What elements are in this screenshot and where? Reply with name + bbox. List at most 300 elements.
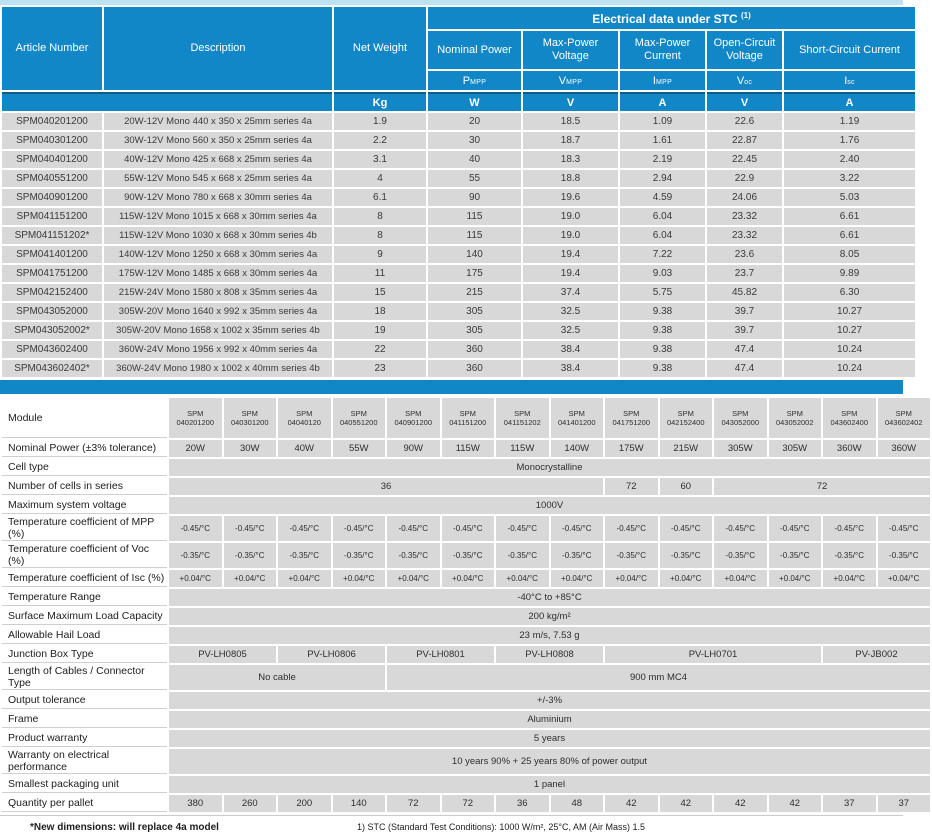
pmpp-cell: 40 [428,151,521,168]
description-cell: 90W-12V Mono 780 x 668 x 30mm series 4a [104,189,332,206]
spec-value-cell: 380 [169,795,222,812]
impp-cell: 9.38 [620,341,705,358]
article-number-cell: SPM040201200 [2,113,102,130]
spec-row [2,497,930,514]
spec-value-cell: -0.45/°C [823,516,876,541]
pmpp-cell: 305 [428,322,521,339]
spec-value-cell: 55W [333,440,386,457]
spec-value-cell: -0.35/°C [333,543,386,568]
specification-table [0,396,932,814]
spec-value-cell: -0.45/°C [333,516,386,541]
vmpp-cell: 18.7 [523,132,618,149]
spec-value-cell: 305W [769,440,822,457]
stc-banner-text: Electrical data under STC [592,11,738,26]
net-weight-cell: 9 [334,246,426,263]
spec-row [2,749,930,774]
table-row [2,151,915,168]
spec-row [2,478,930,495]
spec-value-cell: 10 years 90% + 25 years 80% of power output [169,749,930,774]
spec-value-cell: -0.35/°C [714,543,767,568]
symbol-isc: Isc [784,71,915,90]
impp-cell: 6.04 [620,227,705,244]
isc-cell: 1.76 [784,132,915,149]
module-header-row [2,398,930,438]
voc-cell: 22.6 [707,113,782,130]
module-code-cell: SPM 040551200 [333,398,386,438]
impp-cell: 7.22 [620,246,705,263]
isc-cell: 8.05 [784,246,915,263]
net-weight-cell: 19 [334,322,426,339]
spec-value-cell: 20W [169,440,222,457]
spec-value-cell: +/-3% [169,692,930,709]
module-code-cell: SPM 04040120 [278,398,331,438]
spec-value-cell: 900 mm MC4 [387,665,930,690]
article-number-cell: SPM042152400 [2,284,102,301]
spec-value-cell: 260 [224,795,277,812]
spec-row [2,776,930,793]
spec-row [2,711,930,728]
module-code-cell: SPM 040901200 [387,398,440,438]
article-number-cell: SPM043052000 [2,303,102,320]
net-weight-cell: 4 [334,170,426,187]
spec-value-cell: No cable [169,665,385,690]
spec-value-cell: -0.35/°C [278,543,331,568]
pmpp-cell: 140 [428,246,521,263]
net-weight-cell: 2.2 [334,132,426,149]
spec-value-cell: 42 [605,795,658,812]
spec-value-cell: -0.45/°C [878,516,931,541]
voc-cell: 47.4 [707,341,782,358]
table-row [2,227,915,244]
pmpp-cell: 90 [428,189,521,206]
impp-cell: 6.04 [620,208,705,225]
net-weight-cell: 23 [334,360,426,377]
spec-row [2,543,930,568]
description-cell: 360W-24V Mono 1956 x 992 x 40mm series 4a [104,341,332,358]
description-cell: 20W-12V Mono 440 x 350 x 25mm series 4a [104,113,332,130]
spec-value-cell: 72 [442,795,495,812]
isc-cell: 3.22 [784,170,915,187]
impp-cell: 5.75 [620,284,705,301]
column-header-open-circuit-voltage: Open-Circuit Voltage [707,31,782,69]
vmpp-cell: 38.4 [523,360,618,377]
voc-cell: 23.6 [707,246,782,263]
vmpp-cell: 32.5 [523,322,618,339]
unit-a-mpp: A [620,92,705,111]
spec-value-cell: 200 kg/m² [169,608,930,625]
pmpp-cell: 305 [428,303,521,320]
units-spacer-cell [2,92,332,111]
net-weight-cell: 3.1 [334,151,426,168]
module-code-cell: SPM 043052000 [714,398,767,438]
article-number-cell: SPM040551200 [2,170,102,187]
spec-row-label: Temperature coefficient of Voc (%) [2,543,167,568]
spec-value-cell: +0.04/°C [714,570,767,587]
electrical-data-table [0,5,917,379]
isc-cell: 1.19 [784,113,915,130]
table-row [2,208,915,225]
column-header-max-power-voltage: Max-Power Voltage [523,31,618,69]
spec-value-cell: -0.35/°C [442,543,495,568]
spec-row-label: Quantity per pallet [2,795,167,812]
symbol-impp: IMPP [620,71,705,90]
voc-cell: 23.32 [707,208,782,225]
spec-value-cell: 72 [387,795,440,812]
net-weight-cell: 22 [334,341,426,358]
spec-value-cell: 1000V [169,497,930,514]
electrical-units-row [2,92,915,111]
article-number-cell: SPM043052002* [2,322,102,339]
description-cell: 215W-24V Mono 1580 x 808 x 35mm series 4a [104,284,332,301]
spec-value-cell: -0.45/°C [714,516,767,541]
spec-row [2,516,930,541]
spec-value-cell: +0.04/°C [878,570,931,587]
spec-value-cell: 37 [823,795,876,812]
spec-value-cell: PV-JB002 [823,646,930,663]
article-number-cell: SPM043602402* [2,360,102,377]
pmpp-cell: 360 [428,360,521,377]
spec-value-cell: 140 [333,795,386,812]
impp-cell: 1.61 [620,132,705,149]
spec-value-cell: 5 years [169,730,930,747]
unit-a-sc: A [784,92,915,111]
unit-w: W [428,92,521,111]
pmpp-cell: 55 [428,170,521,187]
spec-value-cell: 360W [878,440,931,457]
vmpp-cell: 18.3 [523,151,618,168]
net-weight-cell: 6.1 [334,189,426,206]
spec-row-label: Temperature coefficient of MPP (%) [2,516,167,541]
spec-row [2,730,930,747]
spec-row [2,459,930,476]
spec-value-cell: -0.35/°C [878,543,931,568]
module-code-cell: SPM 041751200 [605,398,658,438]
table-row [2,284,915,301]
spec-value-cell: -0.35/°C [823,543,876,568]
article-number-cell: SPM040301200 [2,132,102,149]
article-number-cell: SPM041401200 [2,246,102,263]
table-row [2,246,915,263]
spec-value-cell: 72 [605,478,658,495]
spec-row-label: Number of cells in series [2,478,167,495]
spec-value-cell: 215W [660,440,713,457]
spec-row-label: Temperature coefficient of Isc (%) [2,570,167,587]
spec-value-cell: -0.45/°C [224,516,277,541]
spec-value-cell: 42 [714,795,767,812]
spec-value-cell: +0.04/°C [823,570,876,587]
voc-cell: 39.7 [707,322,782,339]
spec-row-label: Frame [2,711,167,728]
vmpp-cell: 18.8 [523,170,618,187]
voc-cell: 47.4 [707,360,782,377]
spec-row [2,795,930,812]
impp-cell: 9.38 [620,360,705,377]
table-row [2,189,915,206]
spec-value-cell: 48 [551,795,604,812]
vmpp-cell: 37.4 [523,284,618,301]
spec-value-cell: 23 m/s, 7.53 g [169,627,930,644]
stc-footnote-marker: (1) [741,10,751,20]
spec-row [2,608,930,625]
spec-row [2,665,930,690]
spec-value-cell: PV-LH0806 [278,646,385,663]
vmpp-cell: 32.5 [523,303,618,320]
spec-value-cell: +0.04/°C [605,570,658,587]
spec-value-cell: +0.04/°C [660,570,713,587]
spec-row-label: Junction Box Type [2,646,167,663]
spec-value-cell: -0.35/°C [169,543,222,568]
article-number-cell: SPM041151200 [2,208,102,225]
impp-cell: 4.59 [620,189,705,206]
description-cell: 305W-20V Mono 1658 x 1002 x 35mm series 4b [104,322,332,339]
specification-rows [2,398,930,812]
spec-value-cell: PV-LH0801 [387,646,494,663]
spec-row-label: Length of Cables / Connector Type [2,665,167,690]
voc-cell: 45.82 [707,284,782,301]
table-row [2,265,915,282]
spec-row-label: Warranty on electrical performance [2,749,167,774]
module-code-cell: SPM 041401200 [551,398,604,438]
net-weight-cell: 18 [334,303,426,320]
description-cell: 30W-12V Mono 560 x 350 x 25mm series 4a [104,132,332,149]
vmpp-cell: 38.4 [523,341,618,358]
spec-value-cell: -0.35/°C [769,543,822,568]
table-row [2,170,915,187]
isc-cell: 10.24 [784,360,915,377]
spec-value-cell: +0.04/°C [333,570,386,587]
spec-value-cell: -0.45/°C [496,516,549,541]
spec-row [2,440,930,457]
spec-row-label: Allowable Hail Load [2,627,167,644]
spec-value-cell: +0.04/°C [278,570,331,587]
spec-row-label: Temperature Range [2,589,167,606]
voc-cell: 24.06 [707,189,782,206]
column-header-max-power-current: Max-Power Current [620,31,705,69]
module-code-cell: SPM 043602402 [878,398,931,438]
spec-value-cell: -0.35/°C [224,543,277,568]
electrical-table-header [2,7,915,111]
module-code-cell: SPM 041151202 [496,398,549,438]
spec-value-cell: -0.45/°C [169,516,222,541]
spec-value-cell: 175W [605,440,658,457]
description-cell: 55W-12V Mono 545 x 668 x 25mm series 4a [104,170,332,187]
voc-cell: 23.32 [707,227,782,244]
pmpp-cell: 175 [428,265,521,282]
isc-cell: 6.61 [784,208,915,225]
net-weight-cell: 15 [334,284,426,301]
article-number-cell: SPM041151202* [2,227,102,244]
symbol-vmpp: VMPP [523,71,618,90]
impp-cell: 2.19 [620,151,705,168]
table-row [2,360,915,377]
spec-value-cell: -0.45/°C [278,516,331,541]
spec-value-cell: 42 [769,795,822,812]
voc-cell: 22.45 [707,151,782,168]
spec-row-label: Output tolerance [2,692,167,709]
article-number-cell: SPM040401200 [2,151,102,168]
new-dimensions-note: *New dimensions: will replace 4a model [30,821,219,833]
voc-cell: 22.87 [707,132,782,149]
spec-value-cell: -0.45/°C [442,516,495,541]
isc-cell: 2.40 [784,151,915,168]
spec-row-label: Cell type [2,459,167,476]
description-cell: 140W-12V Mono 1250 x 668 x 30mm series 4a [104,246,332,263]
net-weight-cell: 8 [334,227,426,244]
spec-value-cell: 360W [823,440,876,457]
description-cell: 360W-24V Mono 1980 x 1002 x 40mm series 4b [104,360,332,377]
isc-cell: 5.03 [784,189,915,206]
spec-value-cell: -0.45/°C [769,516,822,541]
impp-cell: 9.38 [620,303,705,320]
symbol-pmpp: PMPP [428,71,521,90]
spec-value-cell: +0.04/°C [442,570,495,587]
spec-value-cell: -0.45/°C [660,516,713,541]
spec-value-cell: Monocrystalline [169,459,930,476]
column-header-net-weight: Net Weight [334,7,426,90]
vmpp-cell: 19.0 [523,227,618,244]
isc-cell: 9.89 [784,265,915,282]
spec-value-cell: 72 [714,478,930,495]
spec-value-cell: -0.45/°C [551,516,604,541]
spec-value-cell: PV-LH0808 [496,646,603,663]
vmpp-cell: 19.4 [523,265,618,282]
pmpp-cell: 115 [428,227,521,244]
spec-value-cell: +0.04/°C [496,570,549,587]
pmpp-cell: 115 [428,208,521,225]
spec-value-cell: -0.35/°C [605,543,658,568]
spec-value-cell: 305W [714,440,767,457]
vmpp-cell: 19.4 [523,246,618,263]
spec-row [2,692,930,709]
spec-value-cell: 140W [551,440,604,457]
pmpp-cell: 20 [428,113,521,130]
module-code-cell: SPM 040201200 [169,398,222,438]
spec-row-label: Nominal Power (±3% tolerance) [2,440,167,457]
spec-value-cell: 37 [878,795,931,812]
impp-cell: 1.09 [620,113,705,130]
voc-cell: 39.7 [707,303,782,320]
spec-value-cell: 42 [660,795,713,812]
isc-cell: 10.24 [784,341,915,358]
isc-cell: 6.61 [784,227,915,244]
column-header-description: Description [104,7,332,90]
spec-value-cell: +0.04/°C [387,570,440,587]
spec-value-cell: 40W [278,440,331,457]
unit-kg: Kg [334,92,426,111]
table-row [2,113,915,130]
spec-value-cell: -0.35/°C [660,543,713,568]
spec-value-cell: -0.45/°C [605,516,658,541]
spec-value-cell: +0.04/°C [551,570,604,587]
spec-row-label: Smallest packaging unit [2,776,167,793]
spec-value-cell: 36 [496,795,549,812]
module-code-cell: SPM 043602400 [823,398,876,438]
symbol-voc: Voc [707,71,782,90]
footnotes [0,815,903,838]
spec-row-label: Product warranty [2,730,167,747]
spec-value-cell: -0.45/°C [387,516,440,541]
unit-v-mpp: V [523,92,618,111]
impp-cell: 9.38 [620,322,705,339]
spec-value-cell: -0.35/°C [387,543,440,568]
spec-row-label: Surface Maximum Load Capacity [2,608,167,625]
module-code-cell: SPM 043052002 [769,398,822,438]
description-cell: 40W-12V Mono 425 x 668 x 25mm series 4a [104,151,332,168]
column-header-article-number: Article Number [2,7,102,90]
net-weight-cell: 1.9 [334,113,426,130]
pmpp-cell: 360 [428,341,521,358]
electrical-rows [2,113,915,377]
spec-value-cell: +0.04/°C [169,570,222,587]
isc-cell: 10.27 [784,303,915,320]
spec-value-cell: 115W [442,440,495,457]
column-header-short-circuit-current: Short-Circuit Current [784,31,915,69]
impp-cell: 9.03 [620,265,705,282]
isc-cell: 6.30 [784,284,915,301]
unit-v-oc: V [707,92,782,111]
module-code-cell: SPM 040301200 [224,398,277,438]
spec-value-cell: 1 panel [169,776,930,793]
spec-value-cell: -0.35/°C [551,543,604,568]
spec-value-cell: PV-LH0701 [605,646,821,663]
spec-value-cell: 200 [278,795,331,812]
article-number-cell: SPM040901200 [2,189,102,206]
spec-value-cell: 115W [496,440,549,457]
article-number-cell: SPM041751200 [2,265,102,282]
spec-row [2,627,930,644]
pmpp-cell: 30 [428,132,521,149]
net-weight-cell: 8 [334,208,426,225]
spec-value-cell: -40°C to +85°C [169,589,930,606]
description-cell: 305W-20V Mono 1640 x 992 x 35mm series 4a [104,303,332,320]
spec-row [2,589,930,606]
column-header-nominal-power: Nominal Power [428,31,521,69]
spec-value-cell: 90W [387,440,440,457]
stc-definition-note: 1) STC (Standard Test Conditions): 1000 W/m², 25°C, AM (Air Mass) 1.5 [356,822,645,832]
vmpp-cell: 18.5 [523,113,618,130]
table-row [2,322,915,339]
isc-cell: 10.27 [784,322,915,339]
voc-cell: 23.7 [707,265,782,282]
article-number-cell: SPM043602400 [2,341,102,358]
description-cell: 115W-12V Mono 1015 x 668 x 30mm series 4a [104,208,332,225]
stc-banner [428,7,915,29]
module-code-cell: SPM 041151200 [442,398,495,438]
table-row [2,341,915,358]
spec-row-label: Maximum system voltage [2,497,167,514]
module-code-cell: SPM 042152400 [660,398,713,438]
module-row-label: Module [2,398,167,438]
spec-value-cell: 36 [169,478,603,495]
spec-row [2,570,930,587]
description-cell: 175W-12V Mono 1485 x 668 x 30mm series 4a [104,265,332,282]
spec-value-cell: 60 [660,478,713,495]
spec-value-cell: Aluminium [169,711,930,728]
impp-cell: 2.94 [620,170,705,187]
spec-value-cell: -0.35/°C [496,543,549,568]
section-divider-bar [0,380,903,394]
spec-value-cell: +0.04/°C [769,570,822,587]
description-cell: 115W-12V Mono 1030 x 668 x 30mm series 4b [104,227,332,244]
voc-cell: 22.9 [707,170,782,187]
vmpp-cell: 19.6 [523,189,618,206]
table-row [2,132,915,149]
spec-value-cell: PV-LH0805 [169,646,276,663]
vmpp-cell: 19.0 [523,208,618,225]
spec-value-cell: 30W [224,440,277,457]
spec-value-cell: +0.04/°C [224,570,277,587]
pmpp-cell: 215 [428,284,521,301]
